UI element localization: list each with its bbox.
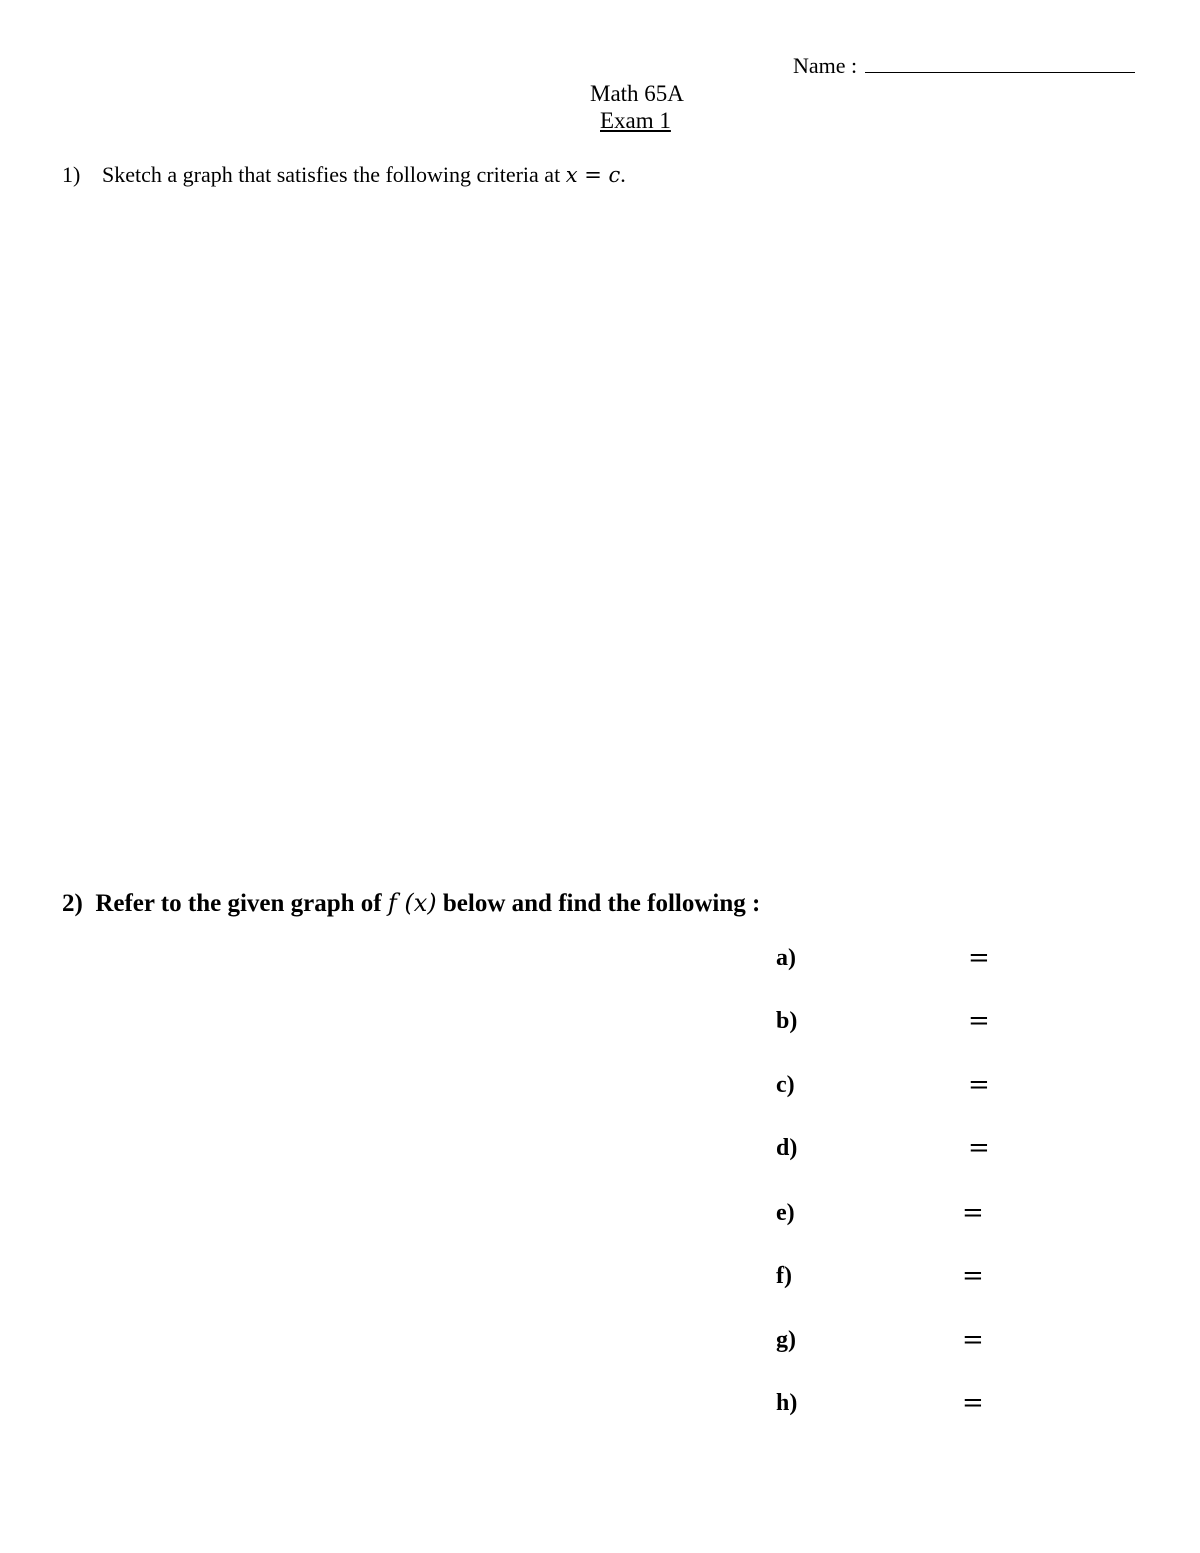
part-b-equals: =	[968, 1006, 990, 1036]
part-a-equals: =	[968, 943, 990, 973]
question-2-text-before: 2) Refer to the given graph of	[62, 890, 388, 917]
part-g-label: g)	[776, 1327, 796, 1353]
question-1-text: Sketch a graph that satisfies the following criteria at	[102, 162, 566, 187]
part-d-equals: =	[968, 1133, 990, 1163]
part-e-equals: =	[962, 1198, 984, 1228]
part-b-label: b)	[776, 1008, 798, 1034]
part-c-equals: =	[968, 1070, 990, 1100]
question-2-text-after: below and find the following :	[436, 890, 761, 917]
part-f-label: f)	[776, 1263, 792, 1289]
question-1-end: .	[620, 162, 626, 187]
part-a-label: a)	[776, 945, 796, 971]
part-d-label: d)	[776, 1135, 798, 1161]
exam-title	[600, 108, 671, 134]
question-1	[62, 162, 626, 188]
question-1-number: 1)	[62, 162, 81, 187]
name-field	[793, 53, 1135, 79]
question-2	[62, 889, 760, 918]
part-e-label: e)	[776, 1200, 795, 1226]
question-1-math: x = c	[565, 163, 621, 187]
part-g-equals: =	[962, 1325, 984, 1355]
question-2-math: f (x)	[387, 889, 437, 917]
part-c-label: c)	[776, 1072, 795, 1098]
name-label: Name :	[793, 53, 863, 78]
name-blank-line[interactable]	[865, 54, 1135, 73]
part-h-equals: =	[962, 1388, 984, 1418]
part-f-equals: =	[962, 1261, 984, 1291]
exam-title-text: Exam 1	[600, 108, 671, 133]
part-h-label: h)	[776, 1390, 798, 1416]
course-title: Math 65A	[590, 81, 684, 106]
